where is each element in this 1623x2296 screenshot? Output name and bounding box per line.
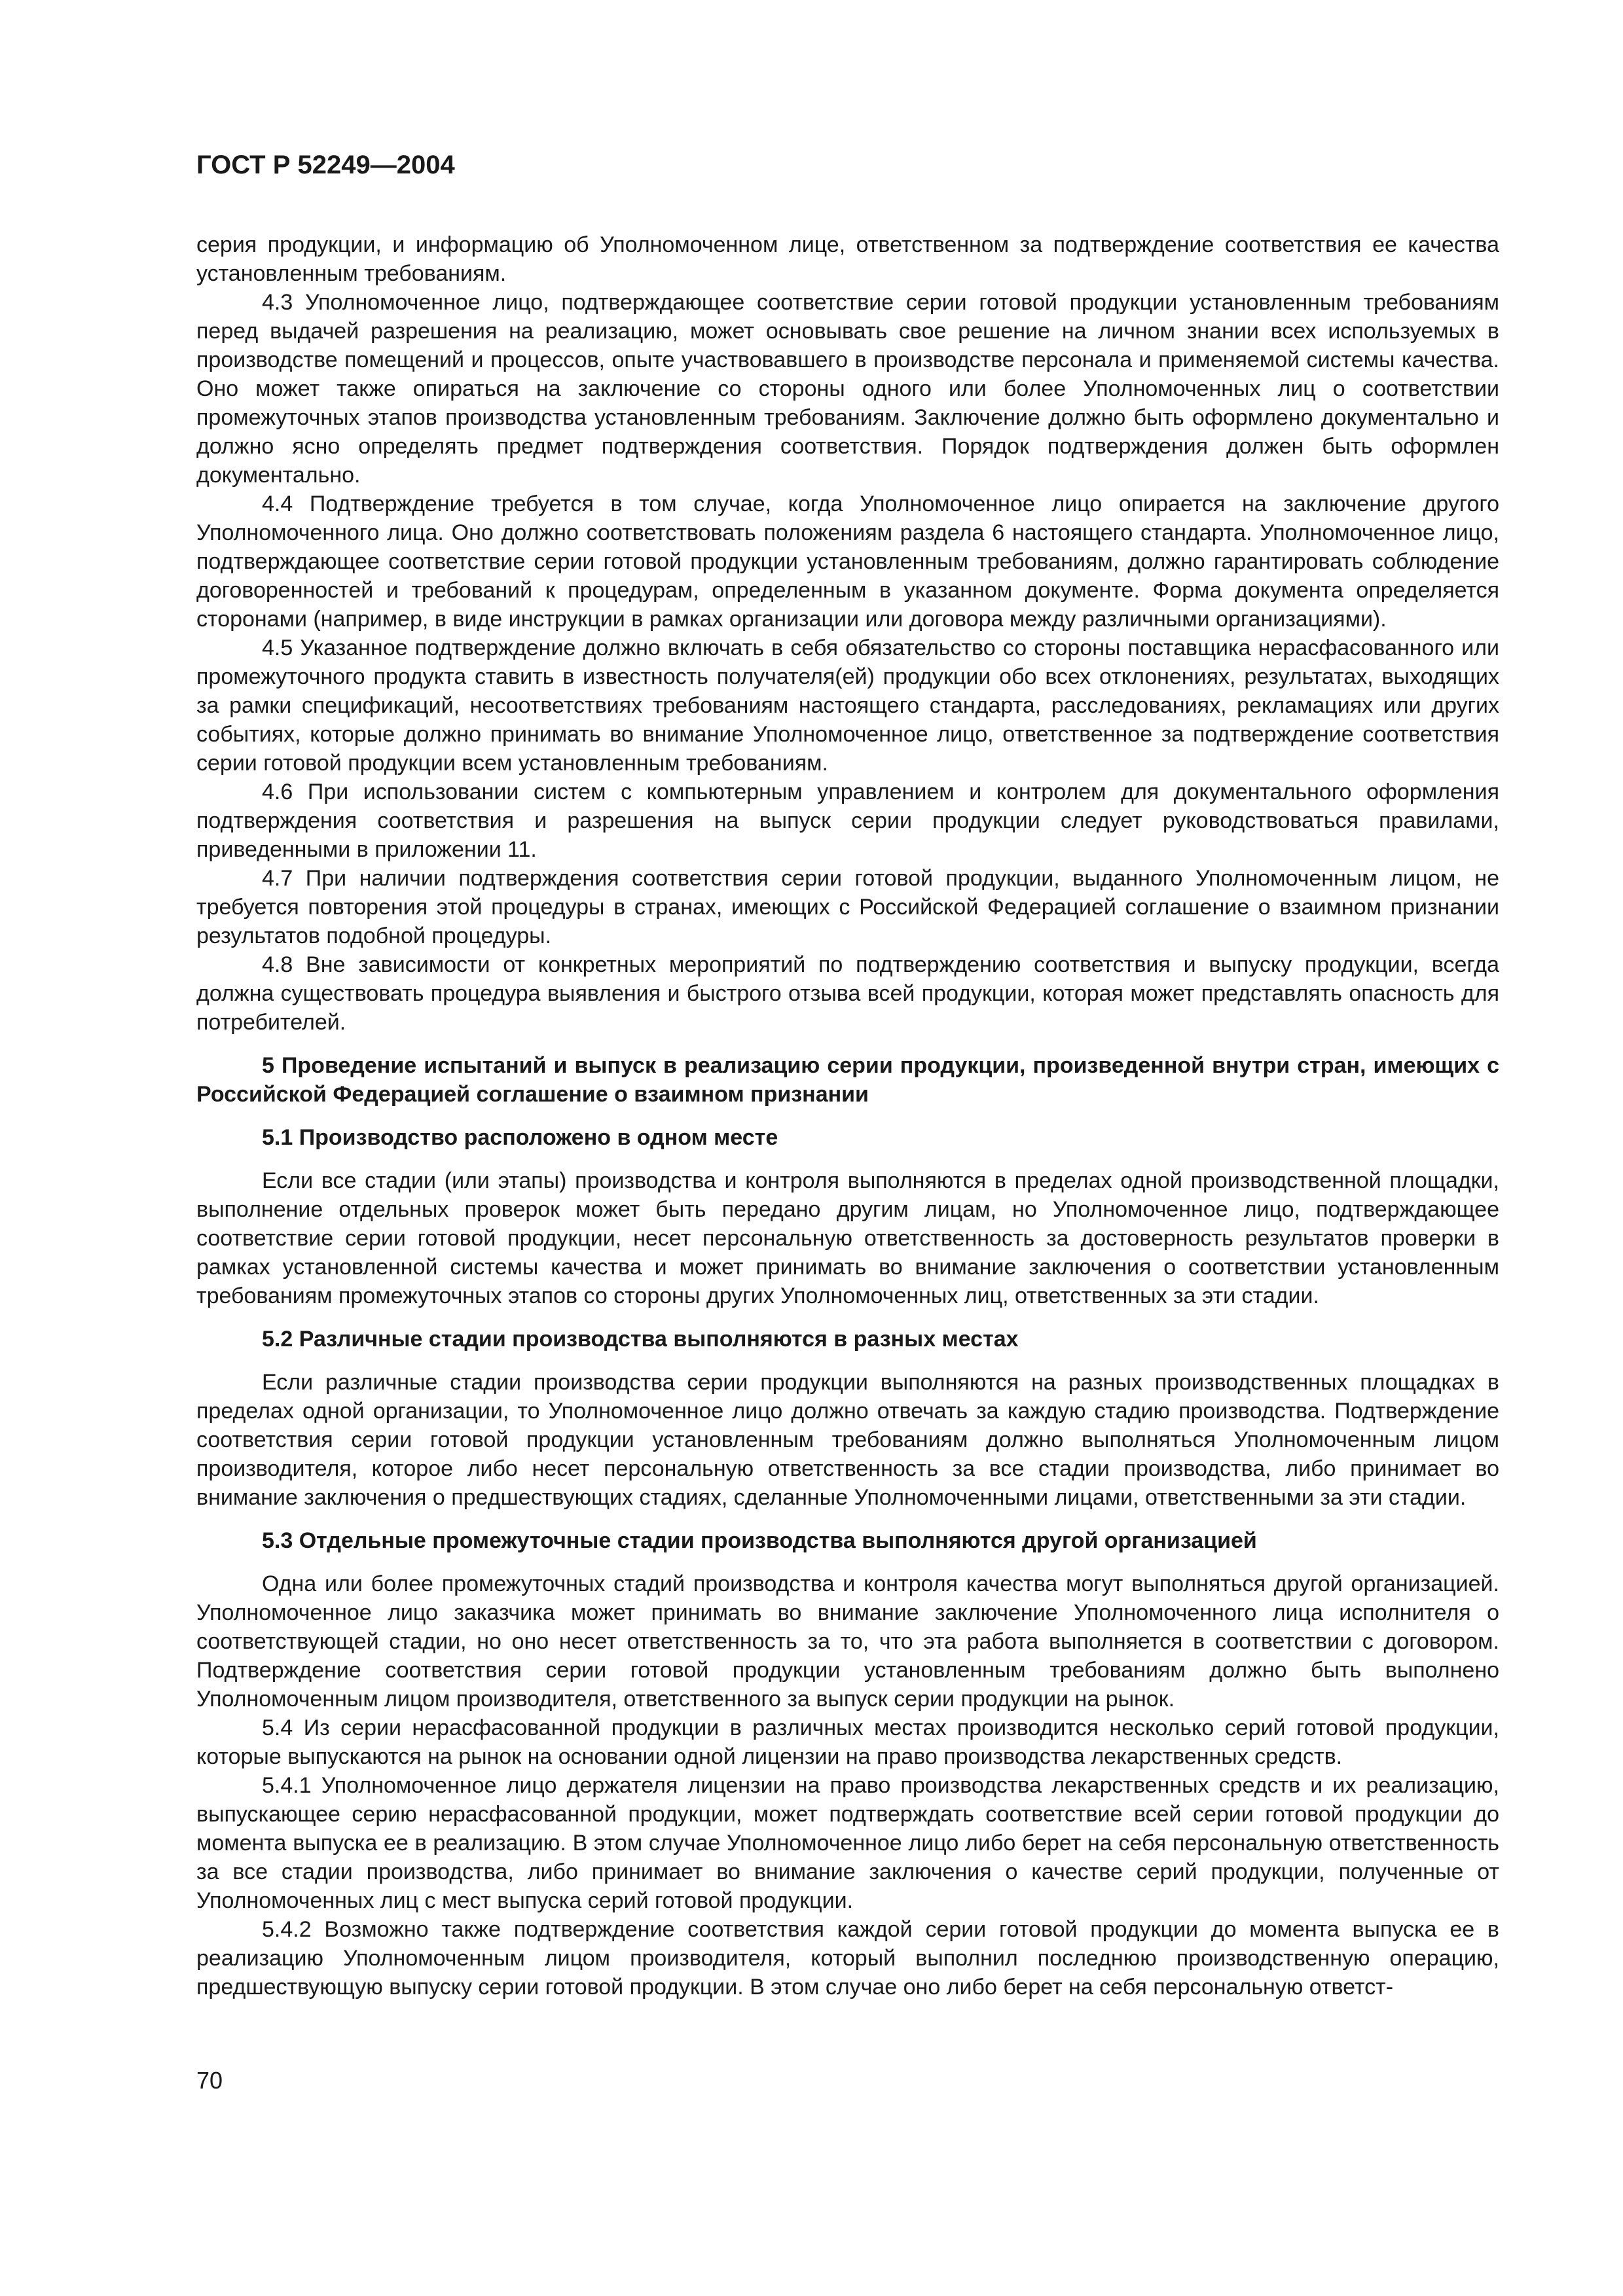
paragraph-5-2: Если различные стадии производства серии продукции выполняются на разных производственных площадках в пределах одной организации, то Уполномоченное лицо должно отвечать за каждую стадию производства. Подтверждение соответствия серии готовой продукции установленным требованиям должно выполняться Уполномоченным лицом производителя, которое либо несет персональную ответственность за все стадии производства, либо принимает во внимание заключения о предшествующих стадиях, сделанные Уполномоченными лицами, ответственными за эти стадии. — [196, 1370, 1499, 1510]
paragraph-5-4: 5.4 Из серии нерасфасованной продукции в различных местах производится несколько серий готовой продукции, которые выпускаются на рынок на основании одной лицензии на право производства лекарственных средств. — [196, 1715, 1499, 1769]
paragraph-5-3: Одна или более промежуточных стадий производства и контроля качества могут выполняться другой организацией. Уполномоченное лицо заказчика может принимать во внимание заключение Уполномоченного лица исполнителя о соответствующей стадии, но оно несет ответственность за то, что эта работа выполняется в соответствии с договором. Подтверждение соответствия серии готовой продукции установленным требованиям должно быть выполнено Уполномоченным лицом производителя, ответственного за выпуск серии продукции на рынок. — [196, 1571, 1499, 1712]
document-body — [196, 230, 1499, 2001]
paragraph-5-1: Если все стадии (или этапы) производства и контроля выполняются в пределах одной производственной площадки, выполнение отдельных проверок может быть передано другим лицам, но Уполномоченное лицо, подтверждающее соответствие серии готовой продукции, несет персональную ответственность за достоверность результатов проверки в рамках установленной системы качества и может принимать во внимание заключения о соответствии установленным требованиям промежуточных этапов со стороны других Уполномоченных лиц, ответственных за эти стадии. — [196, 1168, 1499, 1308]
subsection-heading-5-2: 5.2 Различные стадии производства выполняются в разных местах — [262, 1327, 1019, 1352]
document-code-header: ГОСТ Р 52249—2004 — [196, 151, 455, 179]
subsection-heading-5-3: 5.3 Отдельные промежуточные стадии производства выполняются другой организацией — [262, 1528, 1257, 1553]
section-heading-5: 5 Проведение испытаний и выпуск в реализацию серии продукции, произведенной внутри стран, имеющих с Российской Федерацией соглашение о взаимном признании — [196, 1053, 1499, 1107]
paragraph-4-4: 4.4 Подтверждение требуется в том случае, когда Уполномоченное лицо опирается на заключение другого Уполномоченного лица. Оно должно соответствовать положениям раздела 6 настоящего стандарта. Уполномоченное лицо, подтверждающее соответствие серии готовой продукции установленным требованиям, должно гарантировать соблюдение договоренностей и требований к процедурам, определенным в указанном документе. Форма документа определяется сторонами (например, в виде инструкции в рамках организации или договора между различными организациями). — [196, 492, 1499, 632]
paragraph-continuation: серия продукции, и информацию об Уполномоченном лице, ответственном за подтверждение соответствия ее качества установленным требованиям. — [196, 232, 1499, 286]
paragraph-4-8: 4.8 Вне зависимости от конкретных мероприятий по подтверждению соответствия и выпуску продукции, всегда должна существовать процедура выявления и быстрого отзыва всей продукции, которая может представлять опасность для потребителей. — [196, 952, 1499, 1035]
paragraph-4-6: 4.6 При использовании систем с компьютерным управлением и контролем для документального оформления подтверждения соответствия и разрешения на выпуск серии продукции следует руководствоваться правилами, приведенными в приложении 11. — [196, 780, 1499, 862]
paragraph-4-5: 4.5 Указанное подтверждение должно включать в себя обязательство со стороны поставщика нерасфасованного или промежуточного продукта ставить в известность получателя(ей) продукции обо всех отклонениях, результатах, выходящих за рамки спецификаций, несоответствиях требованиям настоящего стандарта, расследованиях, рекламациях или других событиях, которые должно принимать во внимание Уполномоченное лицо, ответственное за подтверждение соответствия серии готовой продукции всем установленным требованиям. — [196, 636, 1499, 776]
paragraph-4-3: 4.3 Уполномоченное лицо, подтверждающее соответствие серии готовой продукции установленным требованиям перед выдачей разрешения на реализацию, может основывать свое решение на личном знании всех используемых в производстве помещений и процессов, опыте участвовавшего в производстве персонала и применяемой системы качества. Оно может также опираться на заключение со стороны одного или более Уполномоченных лиц о соответствии промежуточных этапов производства установленным требованиям. Заключение должно быть оформлено документально и должно ясно определять предмет подтверждения соответствия. Порядок подтверждения должен быть оформлен документально. — [196, 290, 1499, 488]
paragraph-4-7: 4.7 При наличии подтверждения соответствия серии готовой продукции, выданного Уполномоченным лицом, не требуется повторения этой процедуры в странах, имеющих с Российской Федерацией соглашение о взаимном признании результатов подобной процедуры. — [196, 866, 1499, 948]
page-number: 70 — [196, 2067, 223, 2094]
paragraph-5-4-1: 5.4.1 Уполномоченное лицо держателя лицензии на право производства лекарственных средств и их реализацию, выпускающее серию нерасфасованной продукции, может подтверждать соответствие всей серии готовой продукции до момента выпуска ее в реализацию. В этом случае Уполномоченное лицо либо берет на себя персональную ответственность за все стадии производства, либо принимает во внимание заключения о качестве серий продукции, полученные от Уполномоченных лиц с мест выпуска серий готовой продукции. — [196, 1773, 1499, 1913]
subsection-heading-5-1: 5.1 Производство расположено в одном месте — [262, 1125, 778, 1150]
paragraph-5-4-2: 5.4.2 Возможно также подтверждение соответствия каждой серии готовой продукции до момента выпуска ее в реализацию Уполномоченным лицом производителя, который выполнил последнюю производственную операцию, предшествующую выпуску серии готовой продукции. В этом случае оно либо берет на себя персональную ответст- — [196, 1917, 1499, 2000]
